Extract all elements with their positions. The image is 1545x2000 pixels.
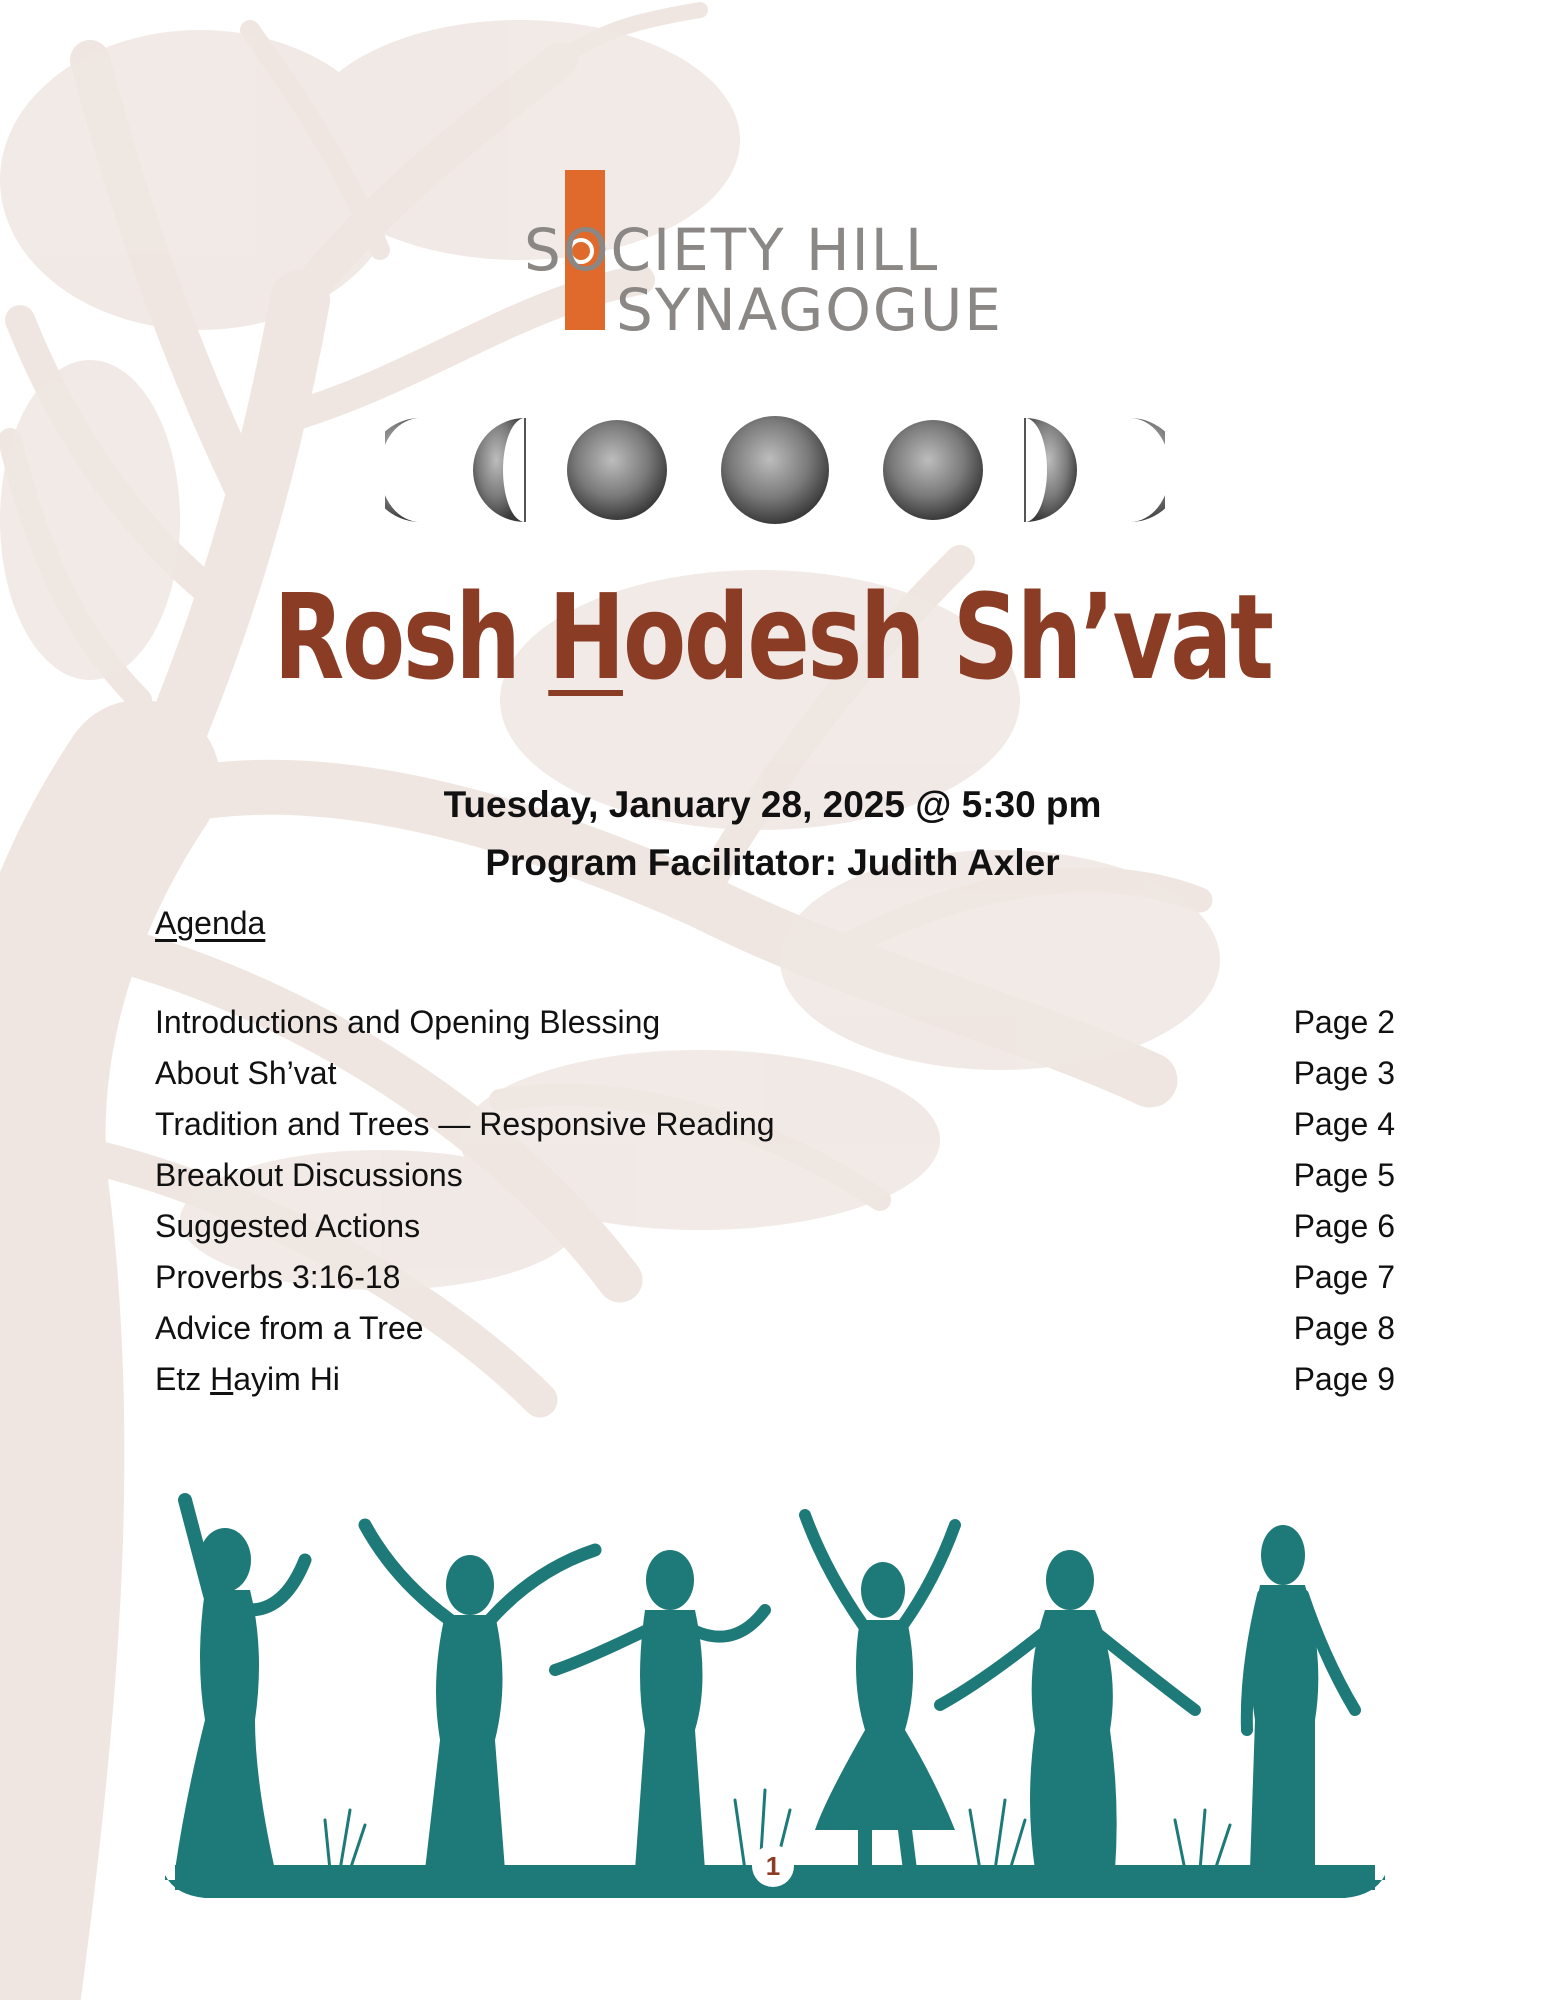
event-facilitator: Program Facilitator: Judith Axler bbox=[485, 842, 1060, 883]
title-underlined-letter: H bbox=[548, 568, 623, 706]
agenda-item bbox=[155, 1259, 1395, 1310]
agenda-item-label-part: ayim Hi bbox=[233, 1361, 340, 1397]
agenda-item-page: Page 9 bbox=[1293, 1361, 1395, 1397]
agenda-item bbox=[155, 1208, 1395, 1259]
logo-line-2: SYNAGOGUE bbox=[616, 276, 1003, 344]
agenda-item-page: Page 8 bbox=[1293, 1310, 1395, 1346]
agenda-list bbox=[155, 1004, 1395, 1412]
agenda-item-label-underlined: H bbox=[210, 1361, 234, 1397]
agenda-item bbox=[155, 1106, 1395, 1157]
agenda-item-label: Breakout Discussions bbox=[155, 1157, 463, 1193]
agenda-item bbox=[155, 1004, 1395, 1055]
logo-line-1: SOCIETY HILL bbox=[524, 216, 940, 284]
agenda-item-label-part: Etz bbox=[155, 1361, 211, 1397]
agenda-item-page: Page 6 bbox=[1293, 1208, 1395, 1244]
agenda-item-page: Page 7 bbox=[1293, 1259, 1395, 1295]
synagogue-logo bbox=[520, 170, 1040, 344]
agenda-item bbox=[155, 1361, 1395, 1412]
agenda-item bbox=[155, 1310, 1395, 1361]
agenda-item-label: Introductions and Opening Blessing bbox=[155, 1004, 661, 1040]
agenda-item-label: Advice from a Tree bbox=[155, 1310, 424, 1346]
agenda-item-label: Proverbs 3:16-18 bbox=[155, 1259, 401, 1295]
dancing-women-image bbox=[165, 1480, 1385, 1900]
title-part-2: odesh Sh’vat bbox=[622, 568, 1272, 706]
agenda-item-label: Tradition and Trees — Responsive Reading bbox=[155, 1106, 775, 1142]
title-part-1: Rosh bbox=[273, 568, 549, 706]
moon-phases-image bbox=[385, 410, 1165, 530]
agenda-item-page: Page 3 bbox=[1293, 1055, 1395, 1091]
agenda-item-label bbox=[155, 1361, 340, 1398]
agenda-item-page: Page 4 bbox=[1293, 1106, 1395, 1142]
agenda-item bbox=[155, 1055, 1395, 1106]
agenda-heading: Agenda bbox=[155, 905, 266, 941]
event-datetime: Tuesday, January 28, 2025 @ 5:30 pm bbox=[443, 784, 1102, 825]
agenda-item-label: Suggested Actions bbox=[155, 1208, 421, 1244]
agenda-item bbox=[155, 1157, 1395, 1208]
agenda-item-page: Page 5 bbox=[1293, 1157, 1395, 1193]
agenda-item-label: About Sh’vat bbox=[155, 1055, 337, 1091]
agenda-item-page: Page 2 bbox=[1293, 1004, 1395, 1040]
page-title bbox=[170, 568, 1375, 706]
page-number: 1 bbox=[752, 1845, 794, 1887]
